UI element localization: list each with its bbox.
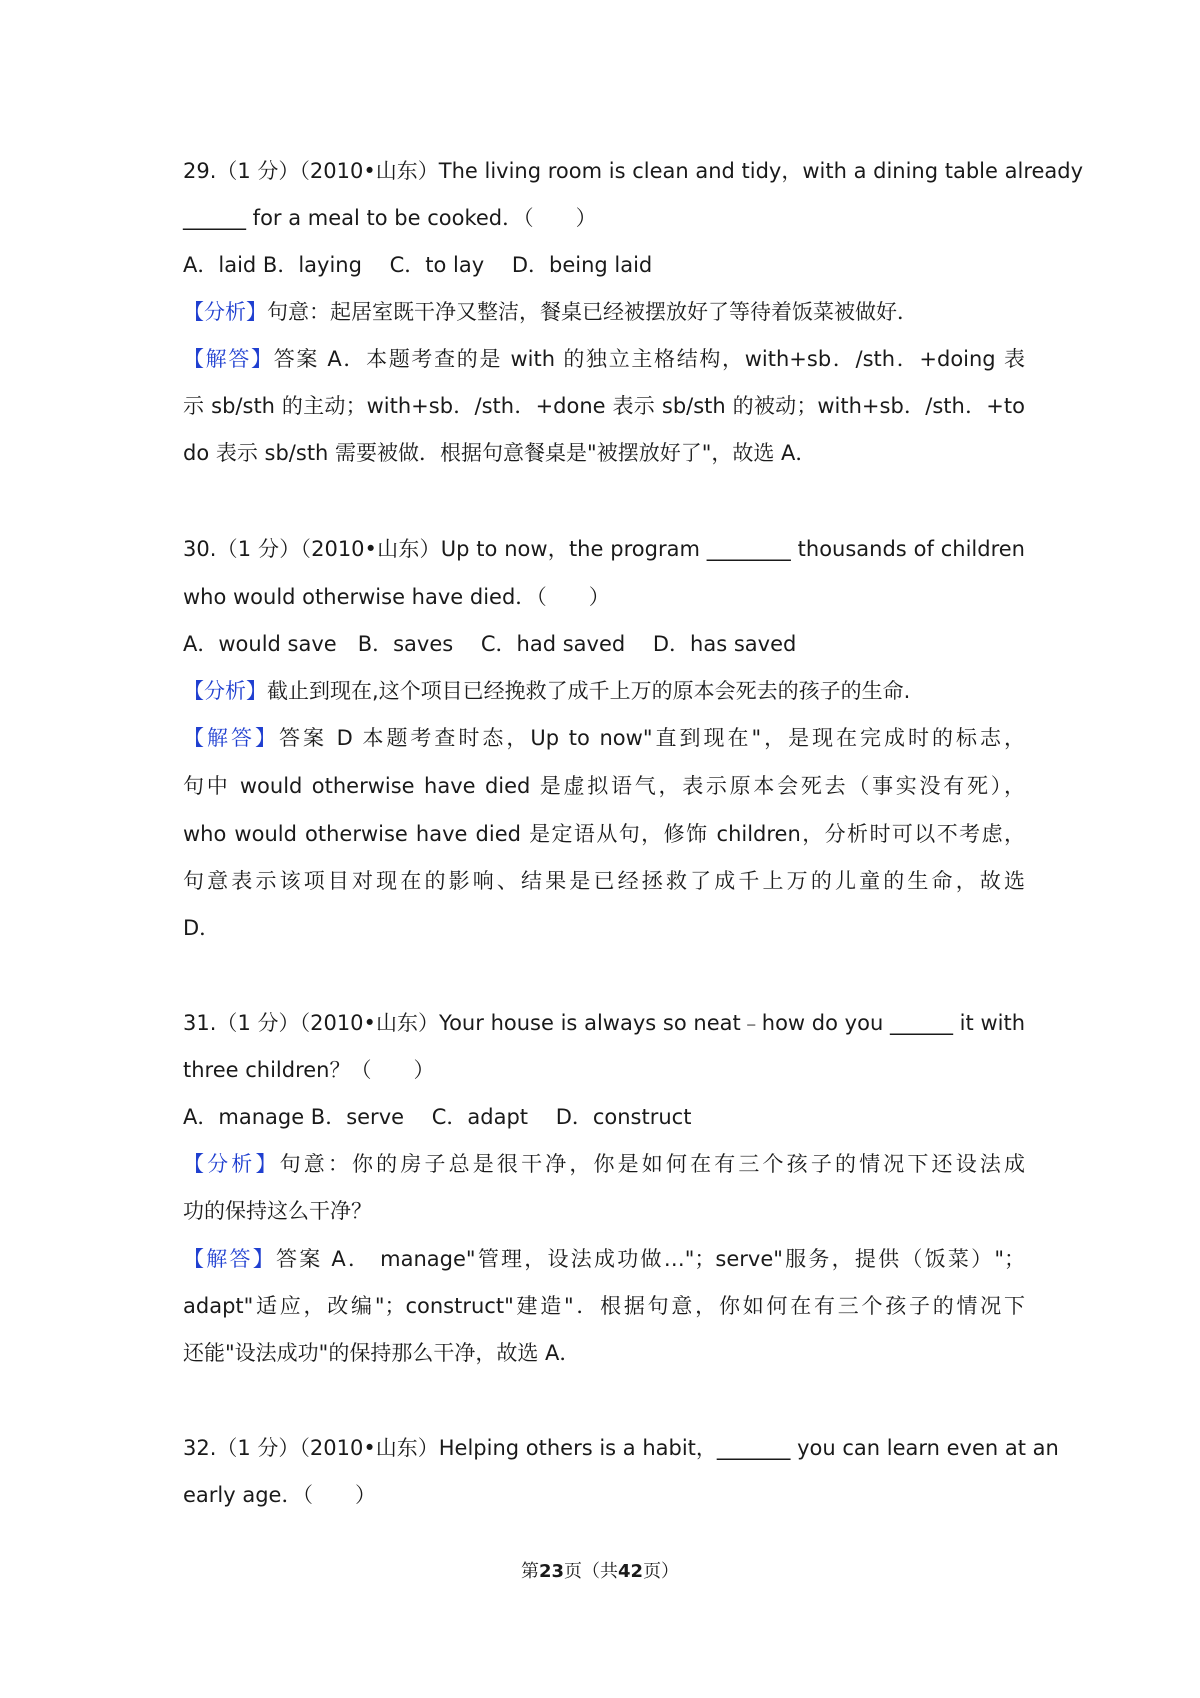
footer-middle: 页（共 [564,1561,618,1582]
q29-analysis-text: 句意：起居室既干净又整洁，餐桌已经被摆放好了等待着饭菜被做好． [267,300,918,324]
q29-answer-line-3: do 表示 sb/sth 需要被做．根据句意餐桌是"被摆放好了"，故选 A． [183,441,817,465]
q31-options: A．manage B．serve C．adapt D．construct [183,1105,692,1129]
footer-prefix: 第 [520,1561,539,1582]
q30-stem-line-2: who would otherwise have died．（ ） [183,585,610,609]
analysis-tag: 【分析】 [183,1152,280,1176]
q30-analysis-text: 截止到现在,这个项目已经挽救了成千上万的原本会死去的孩子的生命. [267,679,911,703]
q29-options: A．laid B．laying C．to lay D．being laid [183,253,653,277]
answer-tag: 【解答】 [183,1247,276,1271]
q29-stem-line-2: ______ for a meal to be cooked．（ ） [183,206,597,230]
q29-answer-line-1 [183,344,1025,374]
q30-answer-line-3: who would otherwise have died 是定语从句，修饰 children，分析时可以不考虑， [183,822,1025,846]
q29-stem-line-1: 29.（1 分）（2010•山东）The living room is clean and tidy，with a dining table already [183,159,1084,183]
analysis-tag: 【分析】 [183,679,267,703]
analysis-tag: 【分析】 [183,300,267,324]
page-footer [0,1557,1200,1583]
q30-answer-text-1: 答案 D 本题考查时态，Up to now"直到现在"，是现在完成时的标志， [278,726,1025,750]
q32-stem-line-1: 32.（1 分）（2010•山东）Helping others is a habit，_______ you can learn even at an [183,1436,1059,1460]
q31-analysis-line-2: 功的保持这么干净？ [183,1199,372,1223]
footer-total-pages: 42 [618,1561,644,1582]
q30-answer-line-1 [183,723,1025,753]
footer-page-number: 23 [538,1561,564,1582]
q30-answer-line-2: 句中 would otherwise have died 是虚拟语气，表示原本会死去（事实没有死）， [183,774,1025,798]
answer-tag: 【解答】 [183,726,279,750]
q29-analysis [183,297,1025,327]
q31-stem-line-2: three children？（ ） [183,1058,435,1082]
q31-answer-line-1 [183,1244,1025,1274]
q30-answer-line-4: 句意表示该项目对现在的影响、结果是已经拯救了成千上万的儿童的生命，故选 [183,869,1025,893]
q31-stem-line-1: 31.（1 分）（2010•山东）Your house is always so neat﹣how do you ______ it with [183,1011,1025,1035]
q29-answer-text-1: 答案 A．本题考查的是 with 的独立主格结构，with+sb．/sth．+doing 表 [273,347,1025,371]
footer-suffix: 页） [643,1561,680,1582]
q31-analysis-text-1: 句意：你的房子总是很干净，你是如何在有三个孩子的情况下还设法成 [279,1152,1026,1176]
q31-answer-line-2: adapt"适应，改编"；construct"建造"．根据句意，你如何在有三个孩子的情况下 [183,1294,1025,1318]
q32-stem-line-2: early age．（ ） [183,1483,376,1507]
q30-options: A．would save B．saves C．had saved D．has saved [183,632,797,656]
q31-answer-line-3: 还能"设法成功"的保持那么干净，故选 A． [183,1341,581,1365]
q31-answer-text-1: 答案 A． manage"管理，设法成功做…"；serve"服务，提供（饭菜）"； [275,1247,1026,1271]
answer-tag: 【解答】 [183,347,274,371]
q30-stem-line-1: 30.（1 分）（2010•山东）Up to now，the program ________ thousands of children [183,537,1025,561]
q31-analysis-line-1 [183,1149,1025,1179]
q30-answer-line-5: D． [183,916,221,940]
q29-answer-line-2: 示 sb/sth 的主动；with+sb．/sth．+done 表示 sb/sth 的被动；with+sb．/sth．+to [183,394,1025,418]
q30-analysis [183,676,1025,706]
